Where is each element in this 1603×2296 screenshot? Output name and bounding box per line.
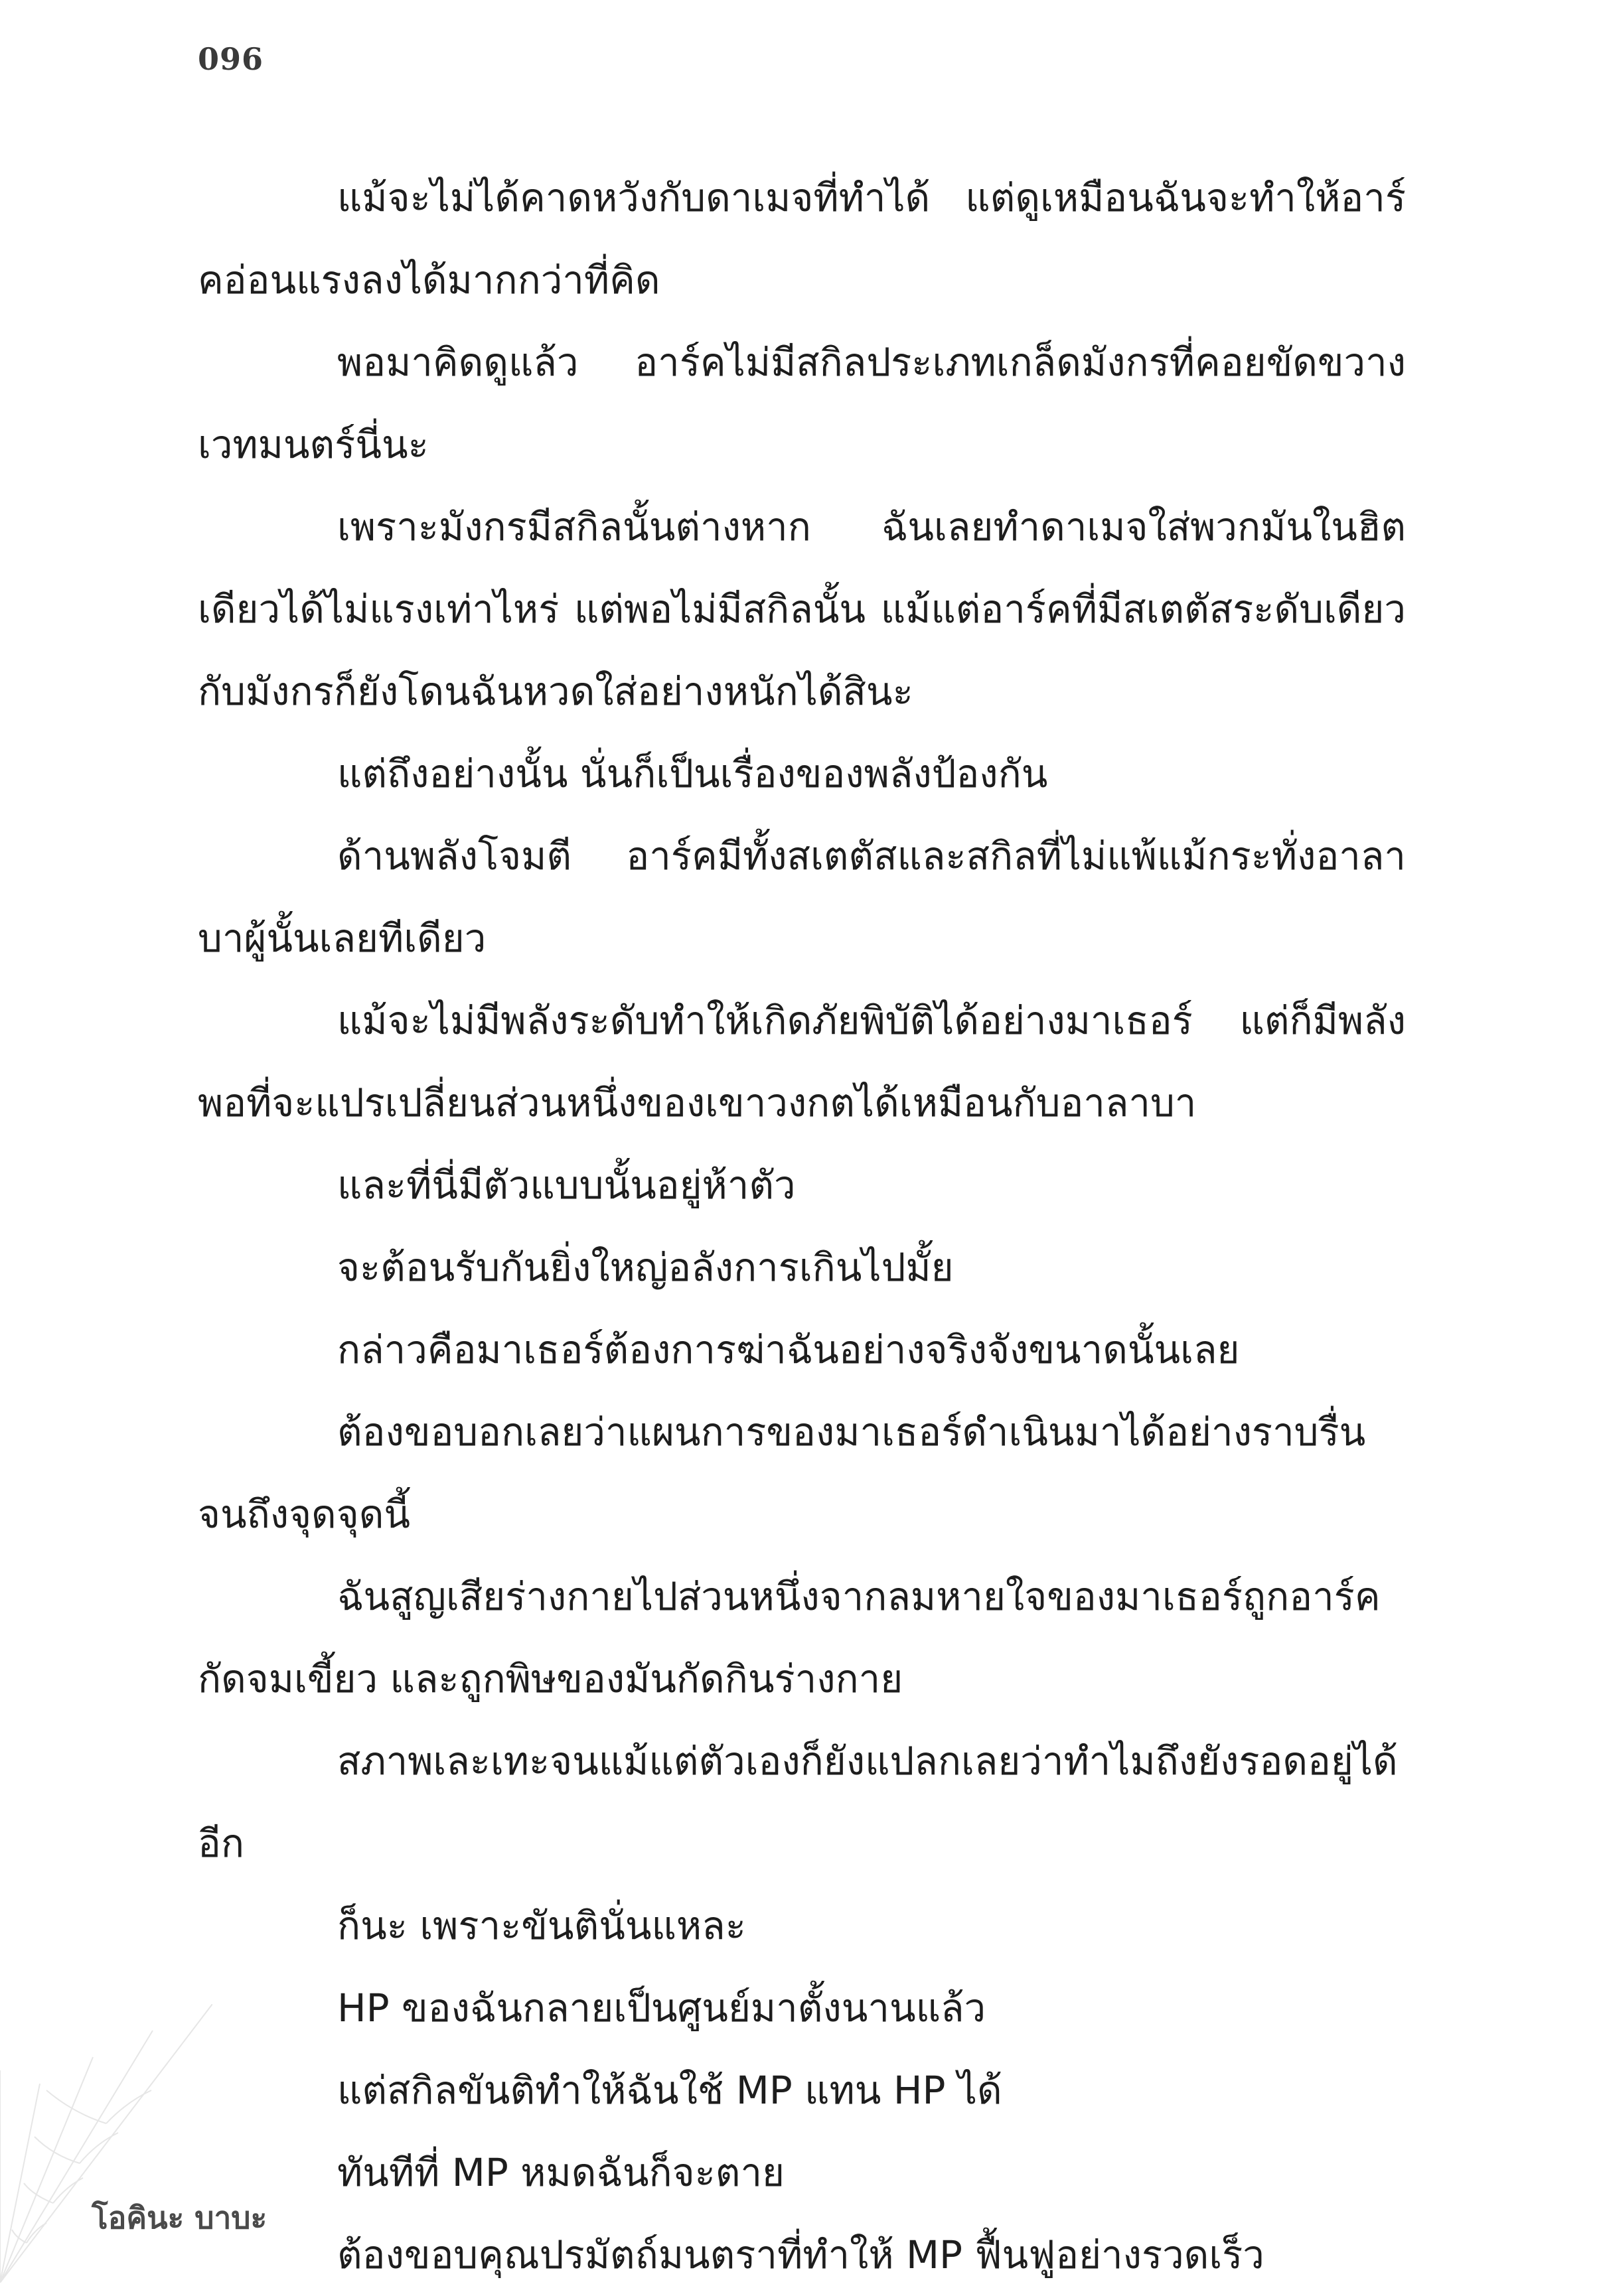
paragraph-13: ก็นะ เพราะขันตินั่นแหละ	[337, 1903, 746, 1948]
paragraph-14: HP ของฉันกลายเป็นศูนย์มาตั้งนานแล้ว	[337, 1985, 986, 2031]
paragraph-3: เพราะมังกรมีสกิลนั้นต่างหาก ฉันเลยทำดาเมจใส่พวกมันในฮิตเดียวได้ไม่แรงเท่าไหร่ แต่พอไม่มีสกิลนั้น แม้แต่อาร์คที่มีสเตตัสระดับเดียวกับมังกรก็ยังโดนฉันหวดใส่อย่างหนักได้สินะ	[198, 504, 1406, 714]
paragraph-15: แต่สกิลขันติทำให้ฉันใช้ MP แทน HP ได้	[337, 2068, 1002, 2113]
paragraph-4: แต่ถึงอย่างนั้น นั่นก็เป็นเรื่องของพลังป้องกัน	[337, 751, 1048, 796]
paragraph-5: ด้านพลังโจมตี อาร์คมีทั้งสเตตัสและสกิลที่ไม่แพ้แม้กระทั่งอาลาบาผู้นั้นเลยทีเดียว	[198, 833, 1406, 961]
page-number: 096	[198, 41, 264, 77]
paragraph-16: ทันทีที่ MP หมดฉันก็จะตาย	[337, 2150, 785, 2195]
paragraph-7: และที่นี่มีตัวแบบนั้นอยู่ห้าตัว	[337, 1163, 796, 1208]
paragraph-17: ต้องขอบคุณปรมัตถ์มนตราที่ทำให้ MP ฟื้นฟูอย่างรวดเร็ว	[337, 2232, 1264, 2277]
paragraph-11: ฉันสูญเสียร่างกายไปส่วนหนึ่งจากลมหายใจของมาเธอร์ถูกอาร์คกัดจมเขี้ยว และถูกพิษของมันกัดกินร่างกาย	[198, 1574, 1381, 1701]
paragraph-6: แม้จะไม่มีพลังระดับทำให้เกิดภัยพิบัติได้อย่างมาเธอร์ แต่ก็มีพลังพอที่จะแปรเปลี่ยนส่วนหนึ่งของเขาวงกตได้เหมือนกับอาลาบา	[198, 998, 1406, 1125]
paragraph-9: กล่าวคือมาเธอร์ต้องการฆ่าฉันอย่างจริงจังขนาดนั้นเลย	[337, 1327, 1240, 1372]
book-title-footer: โอคินะ บาบะ	[92, 2200, 267, 2236]
paragraph-12: สภาพเละเทะจนแม้แต่ตัวเองก็ยังแปลกเลยว่าทำไมถึงยังรอดอยู่ได้อีก	[198, 1739, 1398, 1866]
paragraph-2: พอมาคิดดูแล้ว อาร์คไม่มีสกิลประเภทเกล็ดมังกรที่คอยขัดขวางเวทมนตร์นี่นะ	[198, 340, 1406, 467]
paragraph-8: จะต้อนรับกันยิ่งใหญ่อลังการเกินไปมั้ย	[337, 1245, 954, 1290]
paragraph-10: ต้องขอบอกเลยว่าแผนการของมาเธอร์ดำเนินมาได้อย่างราบรื่นจนถึงจุดจุดนี้	[198, 1409, 1366, 1537]
paragraph-1: แม้จะไม่ได้คาดหวังกับดาเมจที่ทำได้ แต่ดูเหมือนฉันจะทำให้อาร์คอ่อนแรงลงได้มากกว่าที่คิด	[198, 175, 1406, 303]
